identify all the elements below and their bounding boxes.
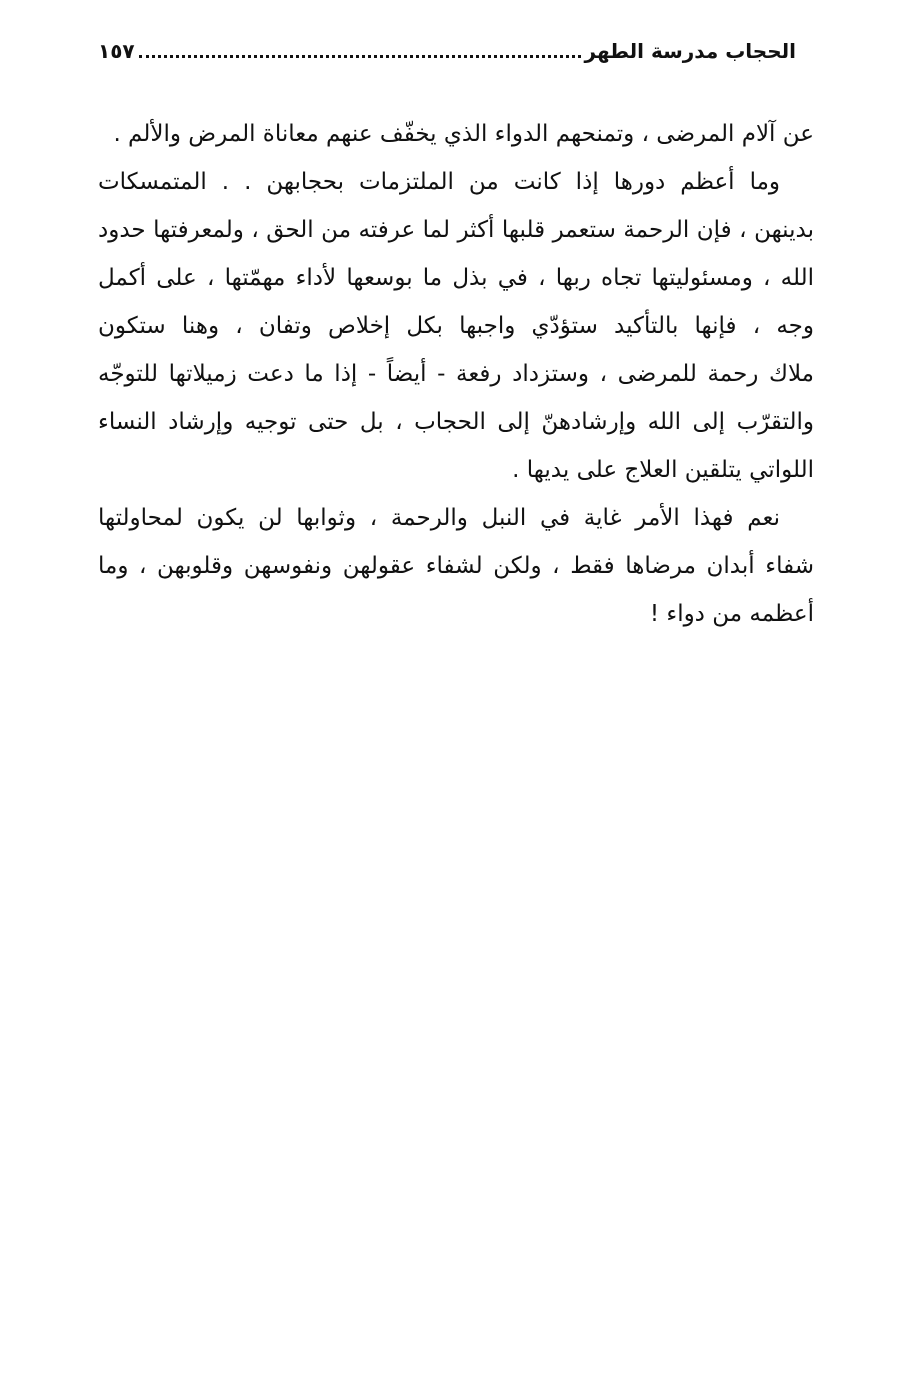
text-line: شفاء أبدان مرضاها فقط ، ولكن لشفاء عقولهن ونفوسهن وقلوبهن ، وما <box>98 553 814 579</box>
paragraph-2 <box>98 158 814 494</box>
text-line: ملاك رحمة للمرضى ، وستزداد رفعة - أيضاً - إذا ما دعت زميلاتها للتوجّه <box>98 361 814 387</box>
text-line: والتقرّب إلى الله وإرشادهنّ إلى الحجاب ، بل حتى توجيه وإرشاد النساء <box>98 409 814 435</box>
text-line: الله ، ومسئوليتها تجاه ربها ، في بذل ما بوسعها لأداء مهمّتها ، على أكمل <box>98 265 814 291</box>
text-line: بدينهن ، فإن الرحمة ستعمر قلبها أكثر لما عرفته من الحق ، ولمعرفتها حدود <box>98 217 814 243</box>
text-line: عن آلام المرضى ، وتمنحهم الدواء الذي يخفّف عنهم معاناة المرض والألم . <box>113 121 814 147</box>
text-line: نعم فهذا الأمر غاية في النبل والرحمة ، وثوابها لن يكون لمحاولتها <box>98 505 780 531</box>
header-dot-leader <box>139 53 581 58</box>
paragraph-1 <box>98 110 814 158</box>
paragraph-3 <box>98 494 814 638</box>
page-number: ١٥٧ <box>98 39 135 63</box>
text-line: أعظمه من دواء ! <box>649 601 814 627</box>
text-line: اللواتي يتلقين العلاج على يديها . <box>512 457 814 483</box>
text-line: وما أعظم دورها إذا كانت من الملتزمات بحجابهن . . المتمسكات <box>98 169 780 195</box>
running-header <box>98 34 796 68</box>
body-text <box>98 110 814 638</box>
header-title: الحجاب مدرسة الطهر <box>584 39 796 63</box>
text-line: وجه ، فإنها بالتأكيد ستؤدّي واجبها بكل إخلاص وتفان ، وهنا ستكون <box>98 313 814 339</box>
